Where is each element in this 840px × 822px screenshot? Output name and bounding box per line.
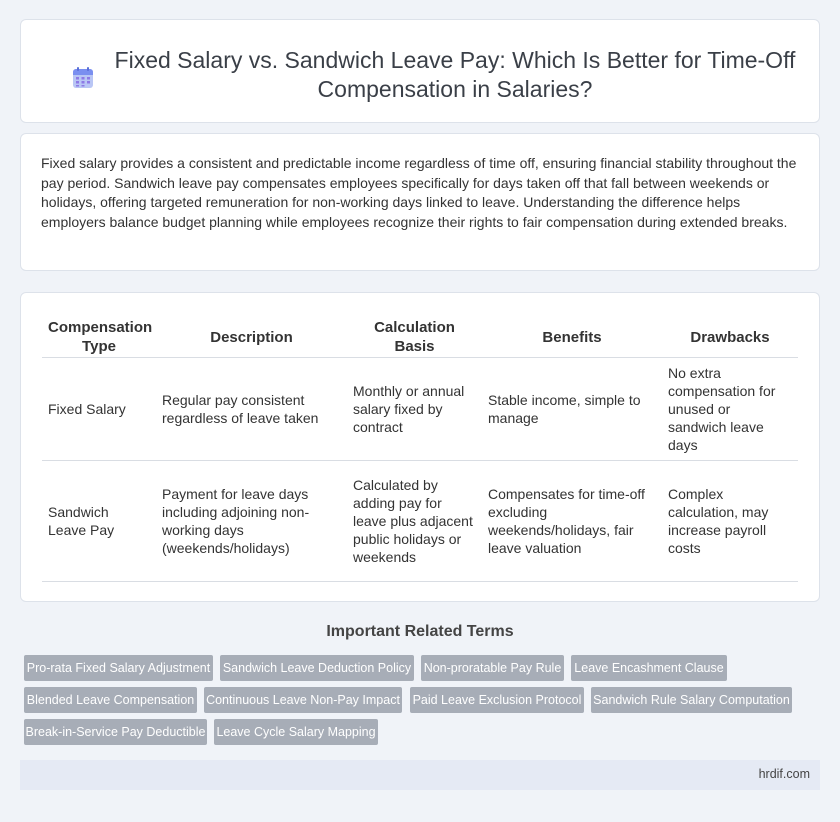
table-cell: Payment for leave days including adjoining non-working days (weekends/holidays) [156,461,347,582]
table-cell: Fixed Salary [42,358,156,461]
related-term-tag[interactable]: Non-proratable Pay Rule [421,655,564,681]
header-card [20,19,820,123]
related-term-tag[interactable]: Break-in-Service Pay Deductible [24,719,207,745]
header-compensation-type: Compensation Type [42,317,156,358]
table-cell: Stable income, simple to manage [482,358,662,461]
table-cell: No extra compensation for unused or sandwich leave days [662,358,798,461]
footer [20,760,820,790]
table-cell: Monthly or annual salary fixed by contract [347,358,482,461]
related-term-tag[interactable]: Sandwich Rule Salary Computation [591,687,792,713]
intro-paragraph: Fixed salary provides a consistent and predictable income regardless of time off, ensuring financial stability throughout the pay period. Sandwich leave pay compensates employees specifically for days taken off that fall between weekends or holidays, offering targeted remuneration for non-working days linked to leave. Understanding the difference helps employers balance budget planning while employees recognize their rights to fair compensation during extended breaks. [41,155,797,230]
table-cell: Regular pay consistent regardless of leave taken [156,358,347,461]
related-terms-title: Important Related Terms [326,623,514,640]
page-title: Fixed Salary vs. Sandwich Leave Pay: Which Is Better for Time-Off Compensation in Salaries? [114,47,796,102]
table-cell: Complex calculation, may increase payroll costs [662,461,798,582]
related-term-tag[interactable]: Leave Cycle Salary Mapping [214,719,378,745]
related-term-tag[interactable]: Pro-rata Fixed Salary Adjustment [24,655,213,681]
header-drawbacks: Drawbacks [662,317,798,358]
header-calculation-basis: Calculation Basis [347,317,482,358]
related-term-tag[interactable]: Continuous Leave Non-Pay Impact [204,687,402,713]
intro-card [20,133,820,271]
footer-site-link[interactable]: hrdif.com [758,767,810,781]
calendar-icon [71,66,95,90]
table-cell: Compensates for time-off excluding weekends/holidays, fair leave valuation [482,461,662,582]
table-cell: Calculated by adding pay for leave plus adjacent public holidays or weekends [347,461,482,582]
related-term-tag[interactable]: Sandwich Leave Deduction Policy [220,655,414,681]
table-header-row [42,317,798,358]
header-description: Description [156,317,347,358]
comparison-table [42,317,798,582]
related-term-tag[interactable]: Leave Encashment Clause [571,655,727,681]
table-row [42,461,798,582]
header-benefits: Benefits [482,317,662,358]
table-cell: Sandwich Leave Pay [42,461,156,582]
table-row [42,358,798,461]
related-term-tag[interactable]: Blended Leave Compensation [24,687,197,713]
comparison-table-card [20,292,820,602]
related-term-tag[interactable]: Paid Leave Exclusion Protocol [410,687,584,713]
